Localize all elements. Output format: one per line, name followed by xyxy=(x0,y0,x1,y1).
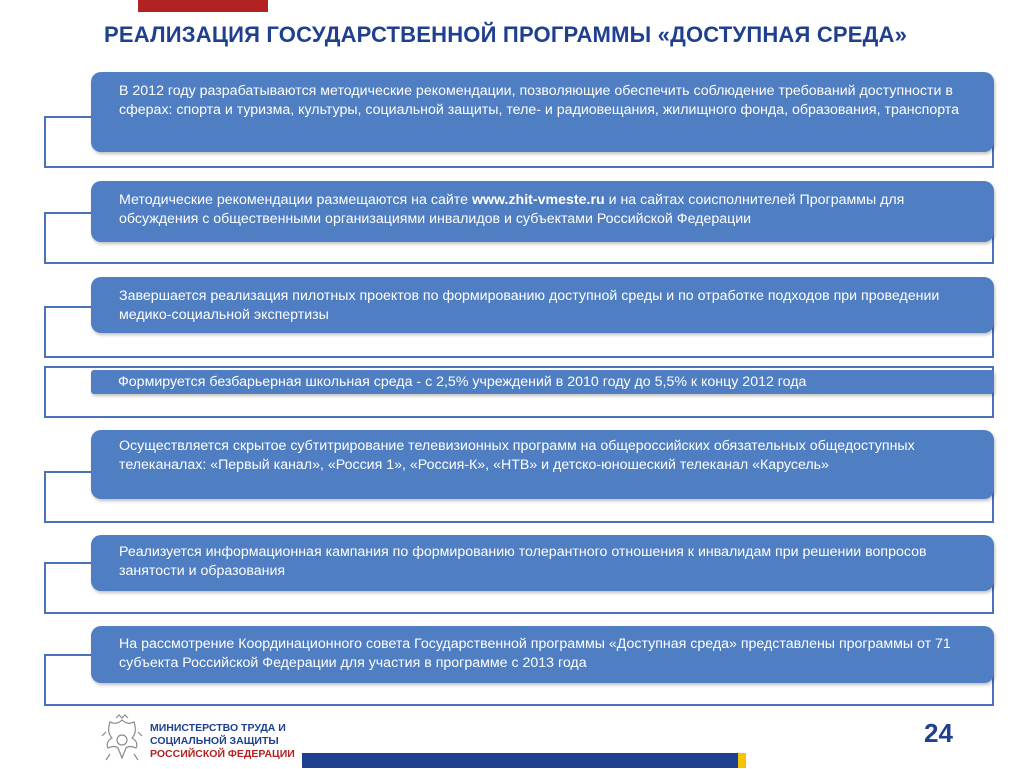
item-text: На рассмотрение Координационного совета Государственной программы «Доступная среда» представлены программы от 71 субъекта Российской Федерации для участия в программе с 2013 года xyxy=(119,636,951,671)
item-card xyxy=(91,277,994,333)
item-text: Завершается реализация пилотных проектов по формированию доступной среды и по отработке подходов при проведении медико-социальной экспертизы xyxy=(119,288,940,323)
item-card xyxy=(91,181,994,242)
ministry-line-1: МИНИСТЕРСТВО ТРУДА И xyxy=(150,722,286,734)
top-accent-bar xyxy=(138,0,268,12)
item-card xyxy=(91,72,994,152)
item-card xyxy=(91,535,994,591)
coat-of-arms-icon xyxy=(100,714,144,764)
item-card xyxy=(91,430,994,499)
ministry-line-2: СОЦИАЛЬНОЙ ЗАЩИТЫ xyxy=(150,735,279,747)
item-text: Осуществляется скрытое субтитрирование телевизионных программ на общероссийских обязательных общедоступных телеканалах: «Первый канал», «Россия 1», «Россия-К», «НТВ» и детско-юношеский телеканал «Карусель» xyxy=(119,438,915,473)
item-card xyxy=(91,626,994,683)
item-text: Реализуется информационная кампания по формированию толерантного отношения к инвалидам при решении вопросов занятости и образования xyxy=(119,544,927,579)
slide-title: РЕАЛИЗАЦИЯ ГОСУДАРСТВЕННОЙ ПРОГРАММЫ «ДОСТУПНАЯ СРЕДА» xyxy=(104,22,908,47)
ministry-line-3: РОССИЙСКОЙ ФЕДЕРАЦИИ xyxy=(150,748,295,760)
ministry-logo-text xyxy=(150,722,295,761)
item-card xyxy=(91,370,994,394)
page-number: 24 xyxy=(924,718,953,748)
item-text-before: Методические рекомендации размещаются на сайте xyxy=(119,192,472,208)
footer-bar-accent xyxy=(738,753,746,768)
item-text: Формируется безбарьерная школьная среда - с 2,5% учреждений в 2010 году до 5,5% к концу 2012 года xyxy=(118,374,807,390)
website-link[interactable]: www.zhit-vmeste.ru xyxy=(471,192,605,208)
footer-bar xyxy=(302,753,738,768)
item-text: В 2012 году разрабатываются методические рекомендации, позволяющие обеспечить соблюдение требований доступности в сферах: спорта и туризма, культуры, социальной защиты, теле- и радиовещания, жилищного фонда, образования, транспорта xyxy=(119,83,960,118)
item-text-after: и на сайтах соисполнителей Программы для обсуждения с общественными организациями инвалидов и субъектами Российской Федерации xyxy=(119,192,905,227)
